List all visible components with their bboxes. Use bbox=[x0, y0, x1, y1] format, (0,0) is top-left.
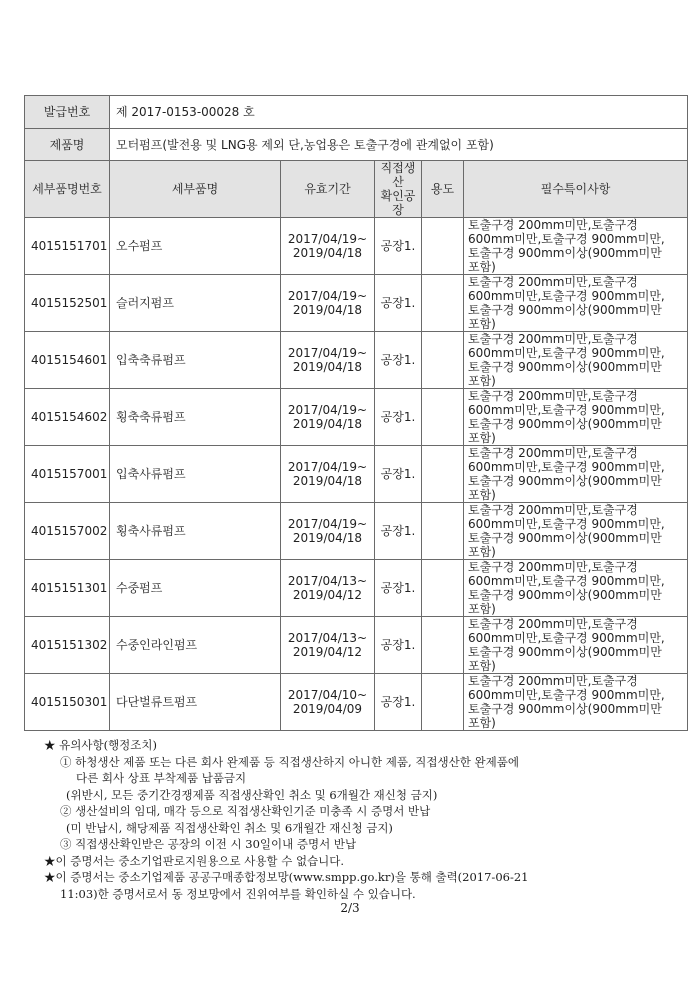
row-requirement-line: 600mm미만,토출구경 900mm미만, bbox=[468, 688, 665, 702]
row-period-end: 2019/04/12 bbox=[292, 645, 363, 659]
row-period-end: 2019/04/18 bbox=[292, 474, 363, 488]
col-header-factory-line2: 확인공장 bbox=[380, 189, 416, 217]
row-usage bbox=[422, 389, 464, 446]
row-factory: 공장1. bbox=[375, 674, 422, 731]
row-requirement-line: 토출구경 900mm이상(900mm미만 bbox=[468, 360, 662, 374]
row-period bbox=[281, 218, 375, 275]
note-1-line-2: 다른 회사 상표 부착제품 납품금지 bbox=[76, 771, 247, 785]
row-period bbox=[281, 389, 375, 446]
row-usage bbox=[422, 332, 464, 389]
notes-title: ★ 유의사항(행정조치) bbox=[44, 738, 157, 752]
row-requirements bbox=[464, 617, 688, 674]
row-requirement-line: 600mm미만,토출구경 900mm미만, bbox=[468, 631, 665, 645]
row-requirement-line: 600mm미만,토출구경 900mm미만, bbox=[468, 574, 665, 588]
row-period bbox=[281, 503, 375, 560]
issue-number-value: 제 2017-0153-00028 호 bbox=[110, 96, 688, 129]
row-requirement-line: 토출구경 900mm이상(900mm미만 bbox=[468, 417, 662, 431]
row-requirement-line: 토출구경 900mm이상(900mm미만 bbox=[468, 303, 662, 317]
table-row bbox=[25, 218, 688, 275]
table-row bbox=[25, 446, 688, 503]
row-requirement-line: 600mm미만,토출구경 900mm미만, bbox=[468, 460, 665, 474]
row-code: 4015151302 bbox=[25, 617, 110, 674]
row-requirement-line: 토출구경 200mm미만,토출구경 bbox=[468, 275, 638, 289]
note-2-line-1: ② 생산설비의 임대, 매각 등으로 직접생산확인기준 미충족 시 증명서 반납 bbox=[60, 804, 431, 818]
row-requirement-line: 포함) bbox=[468, 488, 496, 502]
row-usage bbox=[422, 674, 464, 731]
row-requirement-line: 토출구경 900mm이상(900mm미만 bbox=[468, 702, 662, 716]
note-3-line-1: ③ 직접생산확인받은 공장의 이전 시 30일이내 증명서 반납 bbox=[60, 837, 357, 851]
table-row bbox=[25, 275, 688, 332]
column-header-row bbox=[25, 161, 688, 218]
row-period bbox=[281, 275, 375, 332]
row-requirement-line: 토출구경 900mm이상(900mm미만 bbox=[468, 531, 662, 545]
row-product-name: 횡축사류펌프 bbox=[110, 503, 281, 560]
row-factory: 공장1. bbox=[375, 332, 422, 389]
issue-number-label: 발급번호 bbox=[25, 96, 110, 129]
row-period-start: 2017/04/13~ bbox=[287, 631, 368, 645]
row-code: 4015151701 bbox=[25, 218, 110, 275]
row-period-start: 2017/04/19~ bbox=[287, 460, 368, 474]
row-period-end: 2019/04/18 bbox=[292, 417, 363, 431]
table-row bbox=[25, 674, 688, 731]
row-product-name: 오수펌프 bbox=[110, 218, 281, 275]
row-period-start: 2017/04/19~ bbox=[287, 289, 368, 303]
row-requirements bbox=[464, 275, 688, 332]
row-product-name: 다단벌류트펌프 bbox=[110, 674, 281, 731]
row-period-start: 2017/04/10~ bbox=[287, 688, 368, 702]
col-header-usage: 용도 bbox=[422, 161, 464, 218]
row-factory: 공장1. bbox=[375, 617, 422, 674]
row-requirement-line: 토출구경 200mm미만,토출구경 bbox=[468, 446, 638, 460]
row-product-name: 입축축류펌프 bbox=[110, 332, 281, 389]
row-requirement-line: 포함) bbox=[468, 374, 496, 388]
table-row bbox=[25, 560, 688, 617]
row-factory: 공장1. bbox=[375, 218, 422, 275]
row-requirement-line: 포함) bbox=[468, 659, 496, 673]
row-requirement-line: 토출구경 900mm이상(900mm미만 bbox=[468, 645, 662, 659]
col-header-requirements: 필수특이사항 bbox=[464, 161, 688, 218]
row-factory: 공장1. bbox=[375, 503, 422, 560]
note-1-line-1: ① 하청생산 제품 또는 다른 회사 완제품 등 직접생산하지 아니한 제품, 직접생산한 완제품에 bbox=[60, 754, 519, 769]
row-period-end: 2019/04/18 bbox=[292, 246, 363, 260]
row-factory: 공장1. bbox=[375, 560, 422, 617]
row-factory: 공장1. bbox=[375, 446, 422, 503]
note-1-line-3: (위반시, 모든 중기간경쟁제품 직접생산확인 취소 및 6개월간 재신청 금지) bbox=[66, 787, 438, 802]
row-requirement-line: 토출구경 900mm이상(900mm미만 bbox=[468, 246, 662, 260]
note-2-line-2: (미 반납시, 해당제품 직접생산확인 취소 및 6개월간 재신청 금지) bbox=[66, 820, 393, 835]
table-row bbox=[25, 617, 688, 674]
row-period-end: 2019/04/12 bbox=[292, 588, 363, 602]
product-name-label: 제품명 bbox=[25, 129, 110, 161]
row-requirement-line: 토출구경 200mm미만,토출구경 bbox=[468, 674, 638, 688]
row-requirement-line: 포함) bbox=[468, 431, 496, 445]
row-usage bbox=[422, 275, 464, 332]
row-period-end: 2019/04/18 bbox=[292, 303, 363, 317]
row-period bbox=[281, 674, 375, 731]
table-row bbox=[25, 503, 688, 560]
col-header-name: 세부품명 bbox=[110, 161, 281, 218]
product-name-row bbox=[25, 129, 688, 161]
page-number: 2/3 bbox=[340, 901, 360, 915]
issue-number-row bbox=[25, 96, 688, 129]
row-usage bbox=[422, 503, 464, 560]
row-requirement-line: 토출구경 900mm이상(900mm미만 bbox=[468, 474, 662, 488]
row-requirement-line: 600mm미만,토출구경 900mm미만, bbox=[468, 289, 665, 303]
row-requirement-line: 포함) bbox=[468, 602, 496, 616]
row-requirements bbox=[464, 218, 688, 275]
row-requirement-line: 600mm미만,토출구경 900mm미만, bbox=[468, 403, 665, 417]
row-period-start: 2017/04/19~ bbox=[287, 517, 368, 531]
row-period-start: 2017/04/13~ bbox=[287, 574, 368, 588]
row-product-name: 횡축축류펌프 bbox=[110, 389, 281, 446]
notice-print-source-line-1: ★이 증명서는 중소기업제품 공공구매종합정보망(www.smpp.go.kr)을 통해 출력(2017-06-21 bbox=[44, 870, 529, 884]
row-period bbox=[281, 446, 375, 503]
row-period-start: 2017/04/19~ bbox=[287, 403, 368, 417]
row-requirement-line: 포함) bbox=[468, 716, 496, 730]
row-requirement-line: 포함) bbox=[468, 545, 496, 559]
row-requirement-line: 600mm미만,토출구경 900mm미만, bbox=[468, 517, 665, 531]
row-requirements bbox=[464, 389, 688, 446]
row-requirements bbox=[464, 674, 688, 731]
row-requirement-line: 600mm미만,토출구경 900mm미만, bbox=[468, 346, 665, 360]
notes-section bbox=[44, 737, 684, 902]
notice-print-source-line-2: 11:03)한 증명서로서 동 정보망에서 진위여부를 확인하실 수 있습니다. bbox=[60, 886, 416, 901]
row-period-end: 2019/04/09 bbox=[292, 702, 363, 716]
row-requirement-line: 토출구경 200mm미만,토출구경 bbox=[468, 503, 638, 517]
row-requirement-line: 토출구경 200mm미만,토출구경 bbox=[468, 560, 638, 574]
row-period-end: 2019/04/18 bbox=[292, 360, 363, 374]
row-usage bbox=[422, 218, 464, 275]
row-period bbox=[281, 332, 375, 389]
row-period bbox=[281, 617, 375, 674]
row-code: 4015152501 bbox=[25, 275, 110, 332]
row-code: 4015151301 bbox=[25, 560, 110, 617]
row-factory: 공장1. bbox=[375, 275, 422, 332]
row-requirements bbox=[464, 560, 688, 617]
col-header-period: 유효기간 bbox=[281, 161, 375, 218]
notice-usage-restriction: ★이 증명서는 중소기업판로지원용으로 사용할 수 없습니다. bbox=[44, 853, 345, 868]
row-requirements bbox=[464, 503, 688, 560]
row-code: 4015150301 bbox=[25, 674, 110, 731]
row-requirement-line: 포함) bbox=[468, 317, 496, 331]
row-requirement-line: 토출구경 200mm미만,토출구경 bbox=[468, 617, 638, 631]
col-header-factory-line1: 직접생산 bbox=[380, 161, 416, 189]
table-row bbox=[25, 389, 688, 446]
row-product-name: 수중인라인펌프 bbox=[110, 617, 281, 674]
row-period-end: 2019/04/18 bbox=[292, 531, 363, 545]
row-period bbox=[281, 560, 375, 617]
row-code: 4015154601 bbox=[25, 332, 110, 389]
row-code: 4015157002 bbox=[25, 503, 110, 560]
row-period-start: 2017/04/19~ bbox=[287, 346, 368, 360]
row-requirement-line: 토출구경 200mm미만,토출구경 bbox=[468, 332, 638, 346]
row-requirements bbox=[464, 446, 688, 503]
row-requirements bbox=[464, 332, 688, 389]
row-requirement-line: 600mm미만,토출구경 900mm미만, bbox=[468, 232, 665, 246]
row-usage bbox=[422, 560, 464, 617]
row-period-start: 2017/04/19~ bbox=[287, 232, 368, 246]
row-requirement-line: 토출구경 200mm미만,토출구경 bbox=[468, 218, 638, 232]
row-requirement-line: 토출구경 200mm미만,토출구경 bbox=[468, 389, 638, 403]
row-requirement-line: 포함) bbox=[468, 260, 496, 274]
row-code: 4015154602 bbox=[25, 389, 110, 446]
table-row bbox=[25, 332, 688, 389]
row-usage bbox=[422, 617, 464, 674]
row-code: 4015157001 bbox=[25, 446, 110, 503]
row-usage bbox=[422, 446, 464, 503]
certificate-table bbox=[24, 95, 688, 731]
row-product-name: 입축사류펌프 bbox=[110, 446, 281, 503]
row-factory: 공장1. bbox=[375, 389, 422, 446]
row-requirement-line: 토출구경 900mm이상(900mm미만 bbox=[468, 588, 662, 602]
row-product-name: 수중펌프 bbox=[110, 560, 281, 617]
col-header-code: 세부품명번호 bbox=[25, 161, 110, 218]
col-header-factory bbox=[375, 161, 422, 218]
product-name-value: 모터펌프(발전용 및 LNG용 제외 단,농업용은 토출구경에 관계없이 포함) bbox=[110, 129, 688, 161]
row-product-name: 슬러지펌프 bbox=[110, 275, 281, 332]
